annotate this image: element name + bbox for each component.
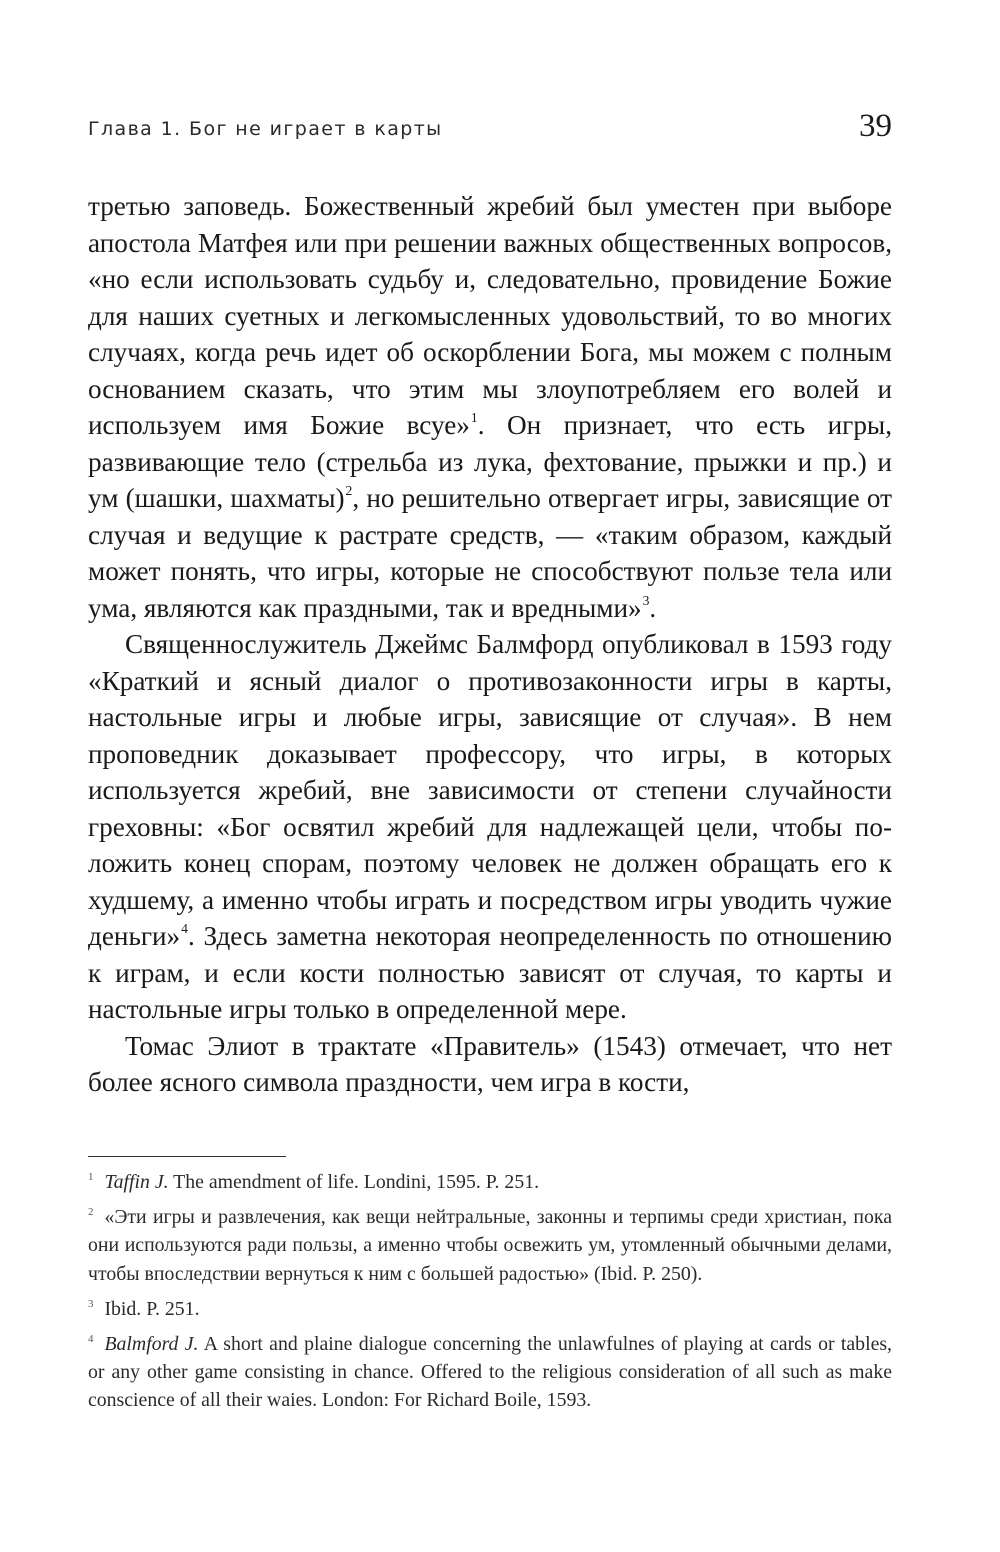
- paragraph-1-text-4: .: [649, 592, 657, 623]
- footnote-1: [88, 1168, 892, 1196]
- main-text: [88, 188, 892, 1101]
- book-page: [88, 0, 892, 1552]
- footnote-author: Taffin J.: [104, 1171, 169, 1193]
- footnote-divider: [88, 1156, 286, 1157]
- paragraph-1-text-1: третью заповедь. Божественный жребий был уместен при выборе апостола Матфея или при решении важных общественных вопросов, «но если использовать судьбу и, следовательно, провидение Божие для наших суетных и легкомысленных удовольствий, то во многих случаях, когда речь идет об оскорблении Бога, мы можем с полным основанием сказать, что этим мы злоупотребляем его волей и используем имя Божие всуе»: [88, 191, 892, 440]
- paragraph-1-text-3: , но решительно отвергает игры, зависящие от случая и ведущие к растрате средств, — «таким образом, каждый может понять, что игры, которые не способствуют пользе тела или ума, являются как праздными, так и вредными»: [88, 483, 893, 623]
- paragraph-2-text-2: . Здесь заметна некоторая неопределенность по отношению к играм, и если кости полностью зависят от случая, то карты и настольные игры только в определенной мере.: [88, 921, 892, 1024]
- footnote-text: The amendment of life. Londini, 1595. P. 251.: [168, 1171, 540, 1193]
- paragraph-1-text-2: . Он признает, что есть игры, развивающие тело (стрельба из лука, фехтование, прыжки и пр.) и ум (шашки, шахматы): [88, 410, 892, 513]
- footnote-author: Balmford J.: [104, 1333, 199, 1356]
- paragraph-2-text-1: Священнослужитель Джеймс Балмфорд опубликовал в 1593 году «Краткий и ясный диалог о противозаконности игры в карты, настольные игры и любые игры, зависящие от случая». В нем проповедник доказывает профессору, что игры, в которых используется жребий, вне зависимости от степени случайности греховны: «Бог освятил жребий для надлежащей цели, чтобы положить конец спорам, поэтому человек не должен обращать его к худшему, а именно чтобы играть и посредством игры уводить чужие деньги»: [88, 629, 892, 951]
- footnotes: [88, 1168, 892, 1422]
- footnote-text: Ibid. P. 251.: [104, 1297, 200, 1320]
- footnote-ref-3: 3: [642, 592, 650, 608]
- paragraph-3: [88, 1028, 892, 1101]
- running-title: Глава 1. Бог не играет в карты: [88, 118, 443, 140]
- footnote-mark: 3: [88, 1297, 94, 1310]
- paragraph-2: [88, 626, 892, 1028]
- footnote-ref-4: 4: [181, 921, 188, 937]
- running-head: [88, 108, 892, 152]
- footnote-text: «Эти игры и развлечения, как вещи нейтральные, законны и терпимы среди христиан, пока они используются ради пользы, а именно чтобы освежить ум, утомленный обычными делами, чтобы впоследствии вернуться к ним с большей радостью» (Ibid. P. 250).: [88, 1206, 892, 1285]
- paragraph-3-text-1: Томас Элиот в трактате «Правитель» (1543) отмечает, что нет более ясного символа праздности, чем игра в кости,: [88, 1030, 892, 1097]
- footnote-ref-2: 2: [345, 483, 353, 499]
- footnote-mark: 1: [88, 1170, 94, 1183]
- paragraph-1: [88, 188, 892, 626]
- footnote-2: [88, 1203, 892, 1288]
- footnote-mark: 4: [88, 1332, 94, 1345]
- footnote-mark: 2: [88, 1206, 94, 1219]
- footnote-3: [88, 1295, 892, 1323]
- footnote-text: A short and plaine dialogue concerning the unlawfulnes of playing at cards or tables, or any other game consisting in chance. Offered to the religious consideration of all such as make conscience of all their waies. London: For Richard Boile, 1593.: [88, 1333, 892, 1412]
- page-number: 39: [859, 108, 892, 144]
- footnote-ref-1: 1: [470, 410, 478, 426]
- footnote-4: [88, 1330, 892, 1415]
